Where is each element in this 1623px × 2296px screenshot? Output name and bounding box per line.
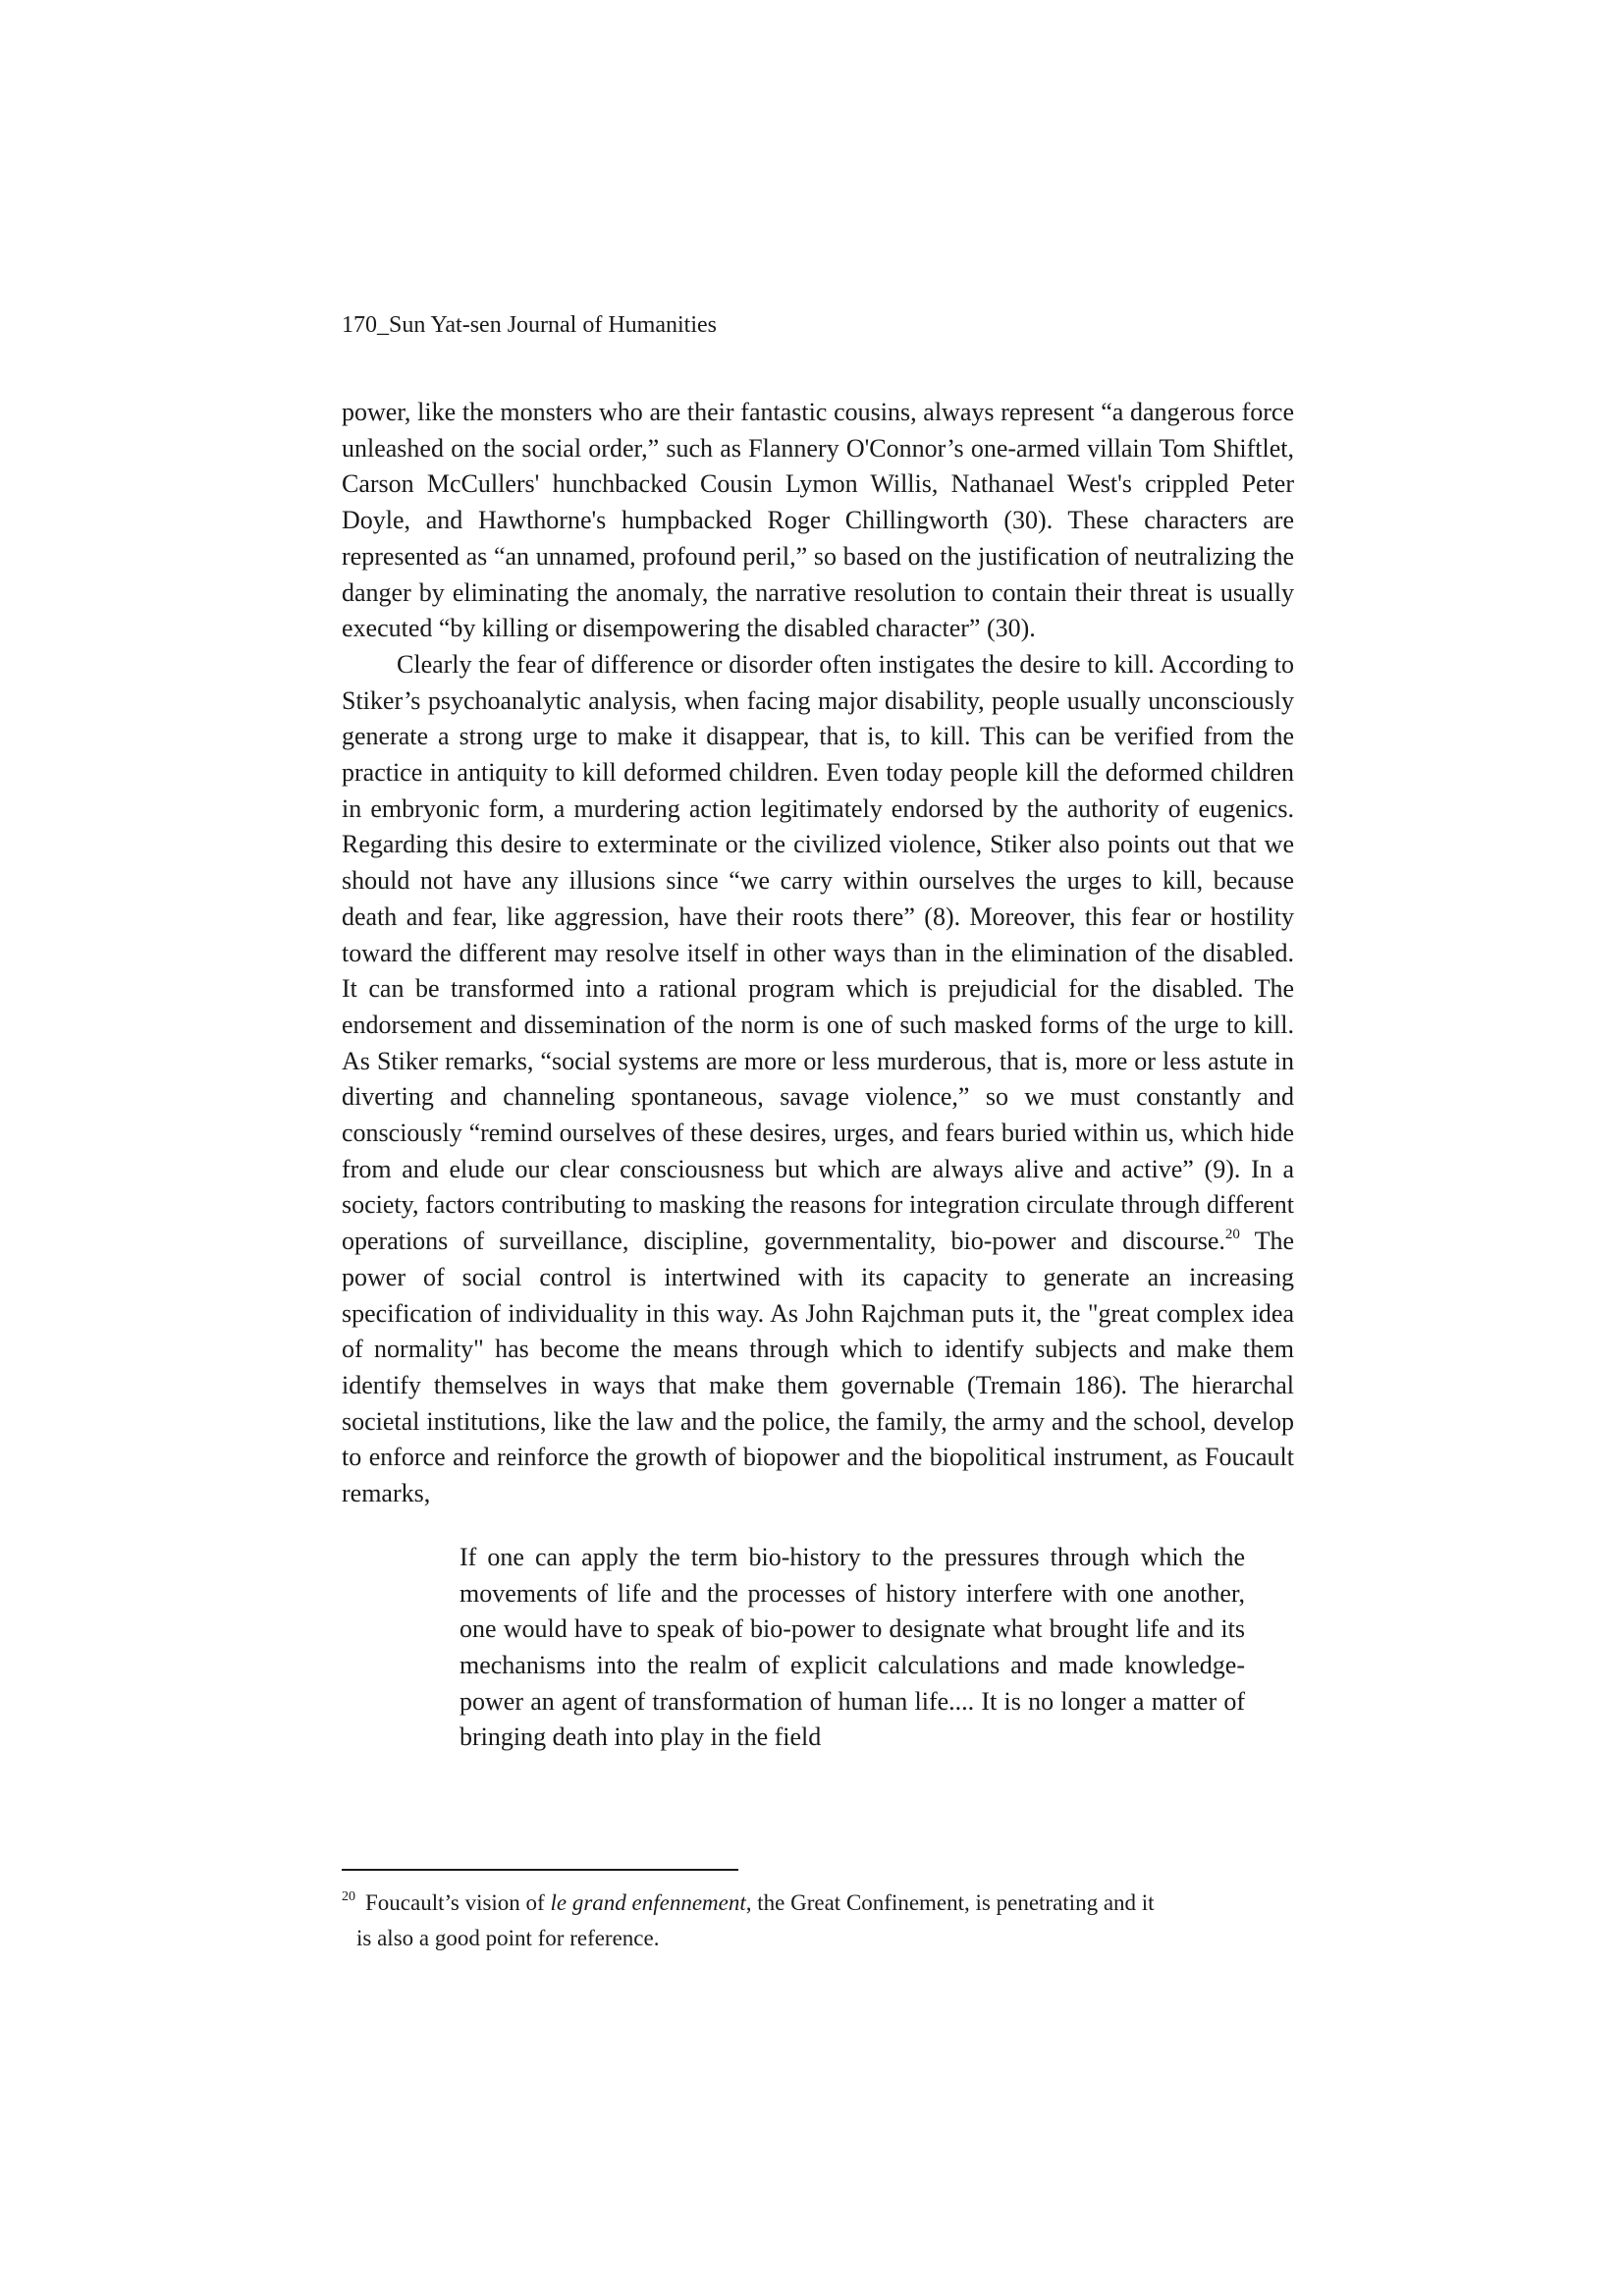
footnote (342, 1886, 1294, 1956)
footnote-reference[interactable]: 20 (1224, 1227, 1240, 1243)
main-text (342, 395, 1294, 1756)
footnote-line-1 (342, 1886, 1294, 1921)
footnote-number: 20 (342, 1889, 355, 1904)
footnote-text-start: Foucault’s vision of (365, 1890, 551, 1915)
footnote-italic-term: le grand enfennement (550, 1890, 746, 1915)
running-head: 170_Sun Yat-sen Journal of Humanities (342, 312, 717, 338)
paragraph-2 (342, 647, 1294, 1512)
paragraph-2-part-2: The power of social control is intertwined with its capacity to generate an increasing specification of individuality in this way. As John Rajchman puts it, the "great complex idea of normality" has become the means through which to identify subjects and make them identify themselves in ways that make them governable (Tremain 186). The hierarchal societal institutions, like the law and the police, the family, the army and the school, develop to enforce and reinforce the growth of biopower and the biopolitical instrument, as Foucault remarks, (342, 1227, 1295, 1508)
block-quote: If one can apply the term bio-history to the pressures through which the movements of life and the processes of history interfere with one another, one would have to speak of bio-power to designate what brought life and its mechanisms into the realm of explicit calculations and made knowledge-power an agent of transformation of human life.... It is no longer a matter of bringing death into play in the field (460, 1542, 1245, 1752)
footnote-text-end: , the Great Confinement, is penetrating and it (745, 1890, 1155, 1915)
footnote-divider (342, 1869, 738, 1871)
footnote-line-2: is also a good point for reference. (356, 1926, 660, 1950)
paragraph-2-part-1: Clearly the fear of difference or disorder often instigates the desire to kill. According to Stiker’s psychoanalytic analysis, when facing major disability, people usually unconsciously generate a strong urge to make it disappear, that is, to kill. This can be verified from the practice in antiquity to kill deformed children. Even today people kill the deformed children in embryonic form, a murdering action legitimately endorsed by the authority of eugenics. Regarding this desire to exterminate or the civilized violence, Stiker also points out that we should not have any illusions since “we carry within ourselves the urges to kill, because death and fear, like aggression, have their roots there” (8). Moreover, this fear or hostility toward the different may resolve itself in other ways than in the elimination of the disabled. It can be transformed into a rational program which is prejudicial for the disabled. The endorsement and dissemination of the norm is one of such masked forms of the urge to kill. As Stiker remarks, “social systems are more or less murderous, that is, more or less astute in diverting and channeling spontaneous, savage violence,” so we must constantly and consciously “remind ourselves of these desires, urges, and fears buried within us, which hide from and elude our clear consciousness but which are always alive and active” (9). In a society, factors contributing to masking the reasons for integration circulate through different operations of surveillance, discipline, governmentality, bio-power and discourse. (342, 649, 1294, 1256)
paragraph-1: power, like the monsters who are their fantastic cousins, always represent “a dangerous force unleashed on the social order,” such as Flannery O'Connor’s one-armed villain Tom Shiftlet, Carson McCullers' hunchbacked Cousin Lymon Willis, Nathanael West's crippled Peter Doyle, and Hawthorne's humpbacked Roger Chillingworth (30). These characters are represented as “an unnamed, profound peril,” so based on the justification of neutralizing the danger by eliminating the anomaly, the narrative resolution to contain their threat is usually executed “by killing or disempowering the disabled character” (30). (342, 398, 1294, 643)
